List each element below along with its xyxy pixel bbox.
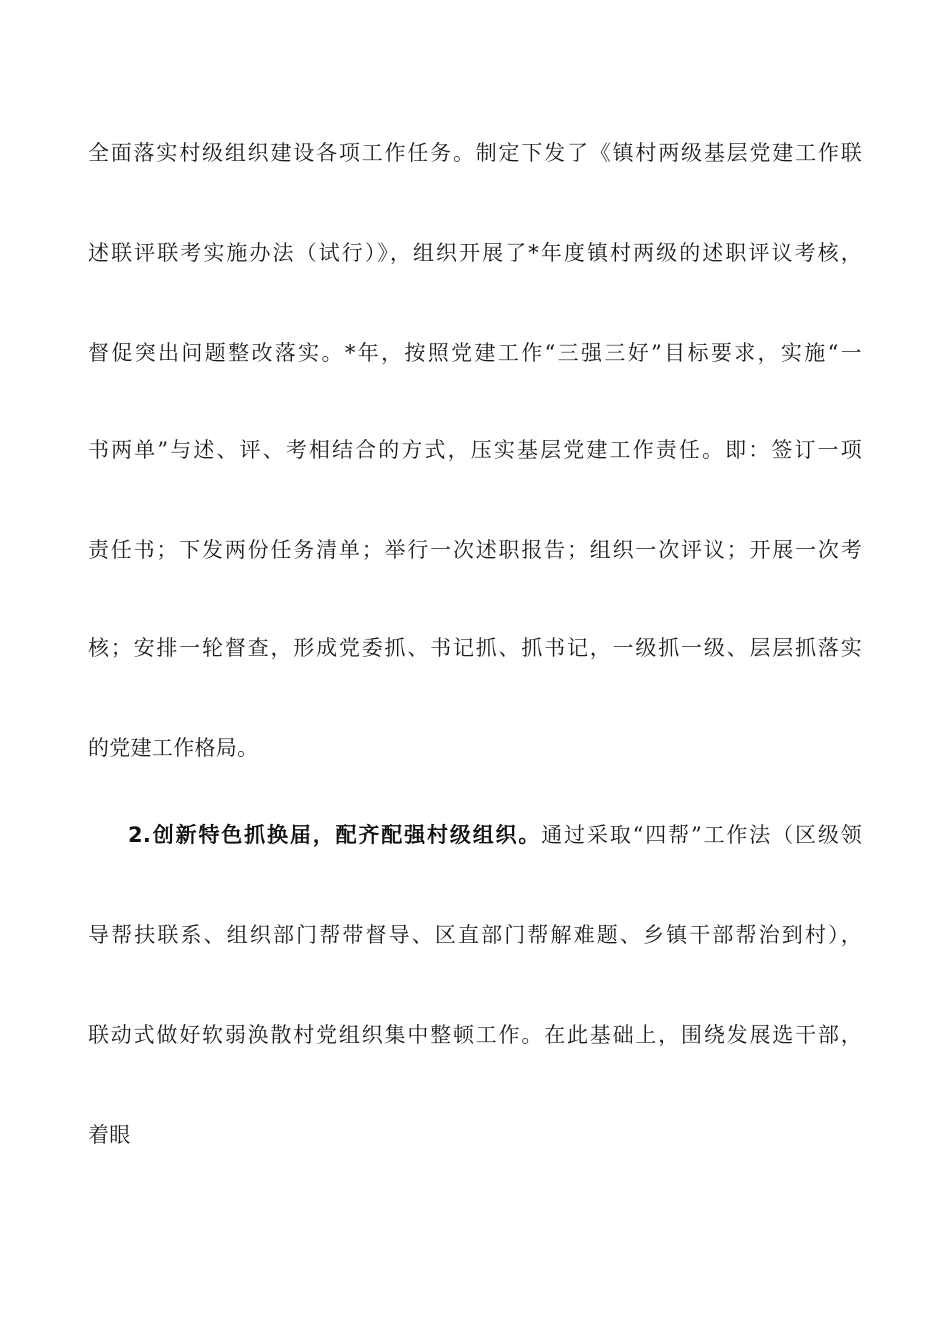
paragraph-1-line-4: 书两单”与述、评、考相结合的方式，压实基层党建工作责任。即：签订一项 [88,438,862,462]
paragraph-2-line-2: 导帮扶联系、组织部门帮带督导、区直部门帮解难题、乡镇干部帮治到村）， [88,923,862,947]
section-heading: 2.创新特色抓换届，配齐配强村级组织。 [128,823,542,847]
paragraph-2-line-4: 着眼 [88,1123,131,1147]
paragraph-1-line-3: 督促突出问题整改落实。*年，按照党建工作“三强三好”目标要求，实施“一 [88,341,862,365]
paragraph-1-line-1: 全面落实村级组织建设各项工作任务。制定下发了《镇村两级基层党建工作联 [88,141,862,165]
paragraph-1-line-7: 的党建工作格局。 [88,736,259,760]
paragraph-2-line-1 [128,820,862,850]
paragraph-2-line-3: 联动式做好软弱涣散村党组织集中整顿工作。在此基础上，围绕发展选干部， [88,1023,862,1047]
paragraph-1-line-6: 核；安排一轮督查，形成党委抓、书记抓、抓书记，一级抓一级、层层抓落实 [88,636,862,660]
section-heading-continuation: 通过采取“四帮”工作法（区级领 [541,823,862,847]
paragraph-1-line-2: 述联评联考实施办法（试行）》，组织开展了*年度镇村两级的述职评议考核， [88,241,862,265]
paragraph-1-line-5: 责任书；下发两份任务清单；举行一次述职报告；组织一次评议；开展一次考 [88,538,862,562]
